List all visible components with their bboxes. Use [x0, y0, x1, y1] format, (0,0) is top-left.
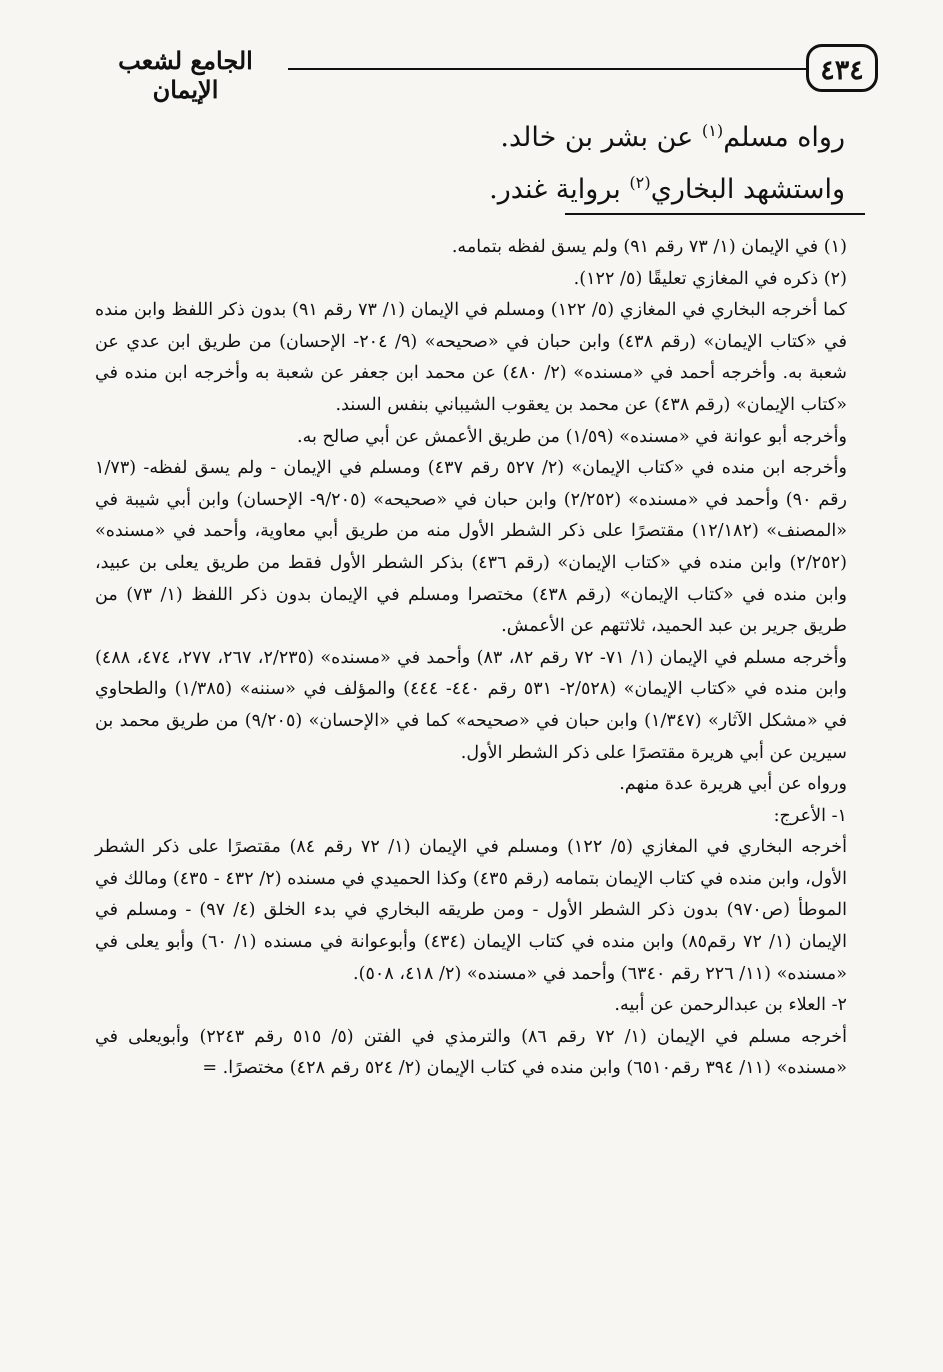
footnote-separator — [565, 213, 865, 215]
page-number: ٤٣٤ — [806, 44, 878, 92]
footnote-paragraph: (١) في الإيمان (١/ ٧٣ رقم ٩١) ولم يسق لفظه بتمامه. — [451, 237, 847, 257]
footnote-ref: (١) — [701, 121, 724, 140]
footnote-paragraph: (٢) ذكره في المغازي تعليقًا (٥/ ١٢٢). — [573, 268, 847, 289]
footnote-paragraph: وأخرجه مسلم في الإيمان (١/ ٧١- ٧٢ رقم ٨٢، ٨٣) وأحمد في «مسنده» (٢/٢٣٥، ٢٦٧، ٢٧٧، ٤٧٤، ٤٨٨) وابن منده في «كتاب الإيمان» (٢/٥٢٨- ٥٣١ رقم ٤٤٠- ٤٤٤) والمؤلف في «سننه» (١/٣٨٥) والطحاوي في «مشكل الآثار» (١/٣٤٧) وابن حبان في «صحيحه» كما في «الإحسان» (٩/٢٠٥) من طريق محمد بن سيرين عن أبي هريرة مقتصرًا على ذكر الشطر الأول. — [95, 647, 848, 763]
footnote-paragraph: أخرجه مسلم في الإيمان (١/ ٧٢ رقم ٨٦) والترمذي في الفتن (٥/ ٥١٥ رقم ٢٢٤٣) وأبويعلى في «مسنده» (١١/ ٣٩٤ رقم٦٥١٠) وابن منده في كتاب الإيمان (٢/ ٥٢٤ رقم ٤٢٨) مختصرًا. = — [95, 1026, 847, 1079]
header-rule — [288, 68, 806, 70]
footnote-paragraph: ورواه عن أبي هريرة عدة منهم. — [619, 774, 847, 795]
running-title: الجامع لشعب الإيمان — [118, 46, 253, 104]
page-header — [88, 38, 878, 104]
footnote-paragraph: وأخرجه ابن منده في «كتاب الإيمان» (٢/ ٥٢٧ رقم ٤٣٧) ومسلم في الإيمان - ولم يسق لفظه- (١/٧٣ رقم ٩٠) وأحمد في «مسنده» (٢/٢٥٢) وابن حبان في «صحيحه» (٩/٢٠٥- الإحسان) وابن أبي شيبة في «المصنف» (١٢/١٨٢) مقتصرًا على ذكر الشطر الأول منه من طريق أبي معاوية، وأحمد في «مسنده» (٢/٢٥٢) وابن منده في «كتاب الإيمان» (رقم ٤٣٦) بذكر الشطر الأول فقط من طريق يعلى بن عبيد، وابن منده في «كتاب الإيمان» (رقم ٤٣٨) مختصرا ومسلم في الإيمان بدون ذكر اللفظ (١/ ٧٣) من طريق جرير بن عبد الحميد، ثلاثتهم عن الأعمش. — [95, 458, 847, 637]
main-line: واستشهد البخاري$^{(٢)}$ برواية غندر. — [489, 173, 845, 205]
footnote-paragraph: وأخرجه أبو عوانة في «مسنده» (١/٥٩) من طريق الأعمش عن أبي صالح به. — [297, 426, 847, 447]
main-text — [145, 112, 845, 216]
footnotes — [95, 232, 847, 1085]
footnote-paragraph: كما أخرجه البخاري في المغازي (٥/ ١٢٢) ومسلم في الإيمان (١/ ٧٣ رقم ٩١) بدون ذكر اللفظ وابن منده في «كتاب الإيمان» (رقم ٤٣٨) وابن حبان في «صحيحه» (٩/ ٢٠٤- الإحسان) من طريق ابن عدي عن شعبة به. وأخرجه أحمد في «مسنده» (٢/ ٤٨٠) عن محمد ابن جعفر عن شعبة به وأخرجه ابن منده في «كتاب الإيمان» (رقم ٤٣٨) عن محمد بن يعقوب الشيباني بنفس السند. — [95, 300, 848, 415]
footnote-ref: (٢) — [629, 173, 651, 192]
footnote-paragraph: أخرجه البخاري في المغازي (٥/ ١٢٢) ومسلم في الإيمان (١/ ٧٢ رقم ٨٤) مقتصرًا على ذكر الشطر الأول، وابن منده في كتاب الإيمان بتمامه (رقم ٤٣٥) وكذا الحميدي في مسنده (٢/ ٤٣٢ - ٤٣٥) ومالك في الموطأ (ص٩٧٠) بدون ذكر الشطر الأول - ومن طريقه البخاري في بدء الخلق (٤/ ٩٧) - ومسلم في الإيمان (١/ ٧٢ رقم٨٥) وابن منده في كتاب الإيمان (٤٣٤) وأبوعوانة في مسنده (١/ ٦٠) وأبو يعلى في «مسنده» (١١/ ٢٢٦ رقم ٦٣٤٠) وأحمد في «مسنده» (٢/ ٤١٨، ٥٠٨). — [95, 837, 847, 984]
footnote-paragraph: ١- الأعرج: — [773, 805, 847, 826]
footnote-paragraph: ٢- العلاء بن عبدالرحمن عن أبيه. — [614, 995, 847, 1016]
main-line: رواه مسلم$^{(١)}$ عن بشر بن خالد. — [500, 121, 845, 153]
